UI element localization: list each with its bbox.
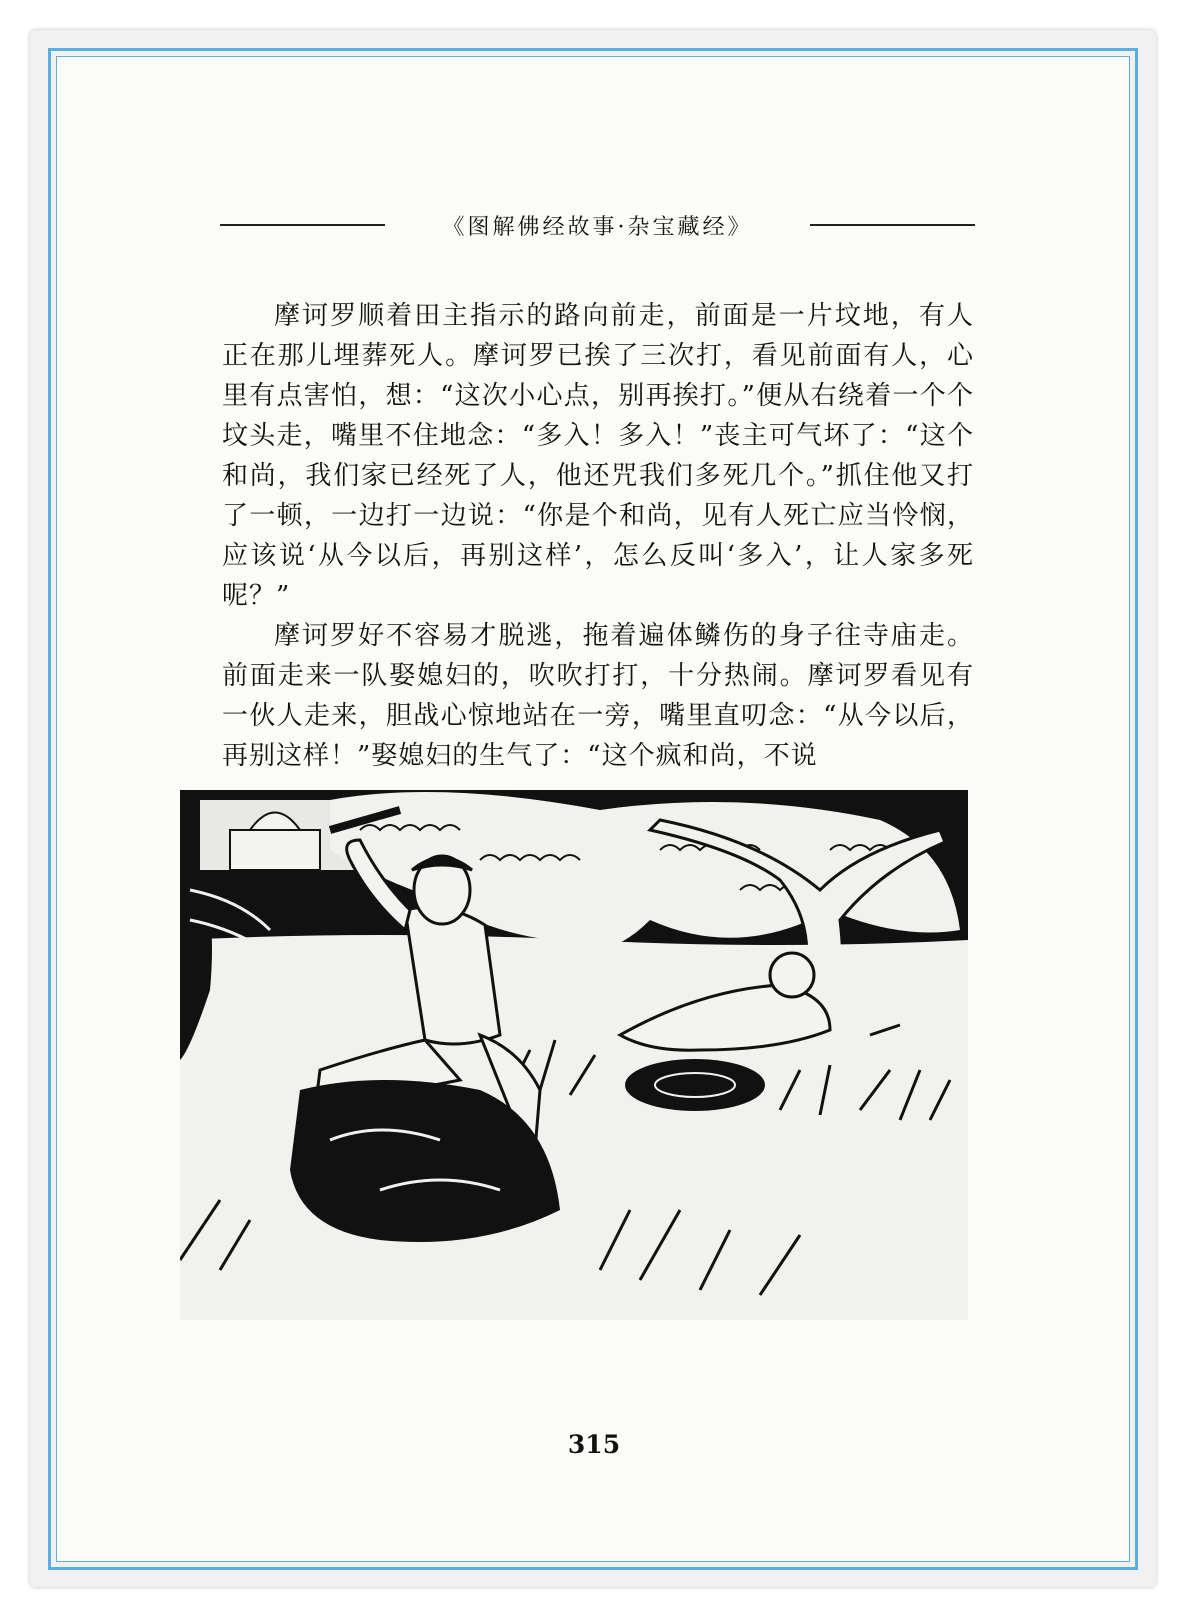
running-header xyxy=(220,208,975,242)
woodcut-illustration-image xyxy=(180,790,968,1320)
paragraph: 摩诃罗顺着田主指示的路向前走，前面是一片坟地，有人正在那儿埋葬死人。摩诃罗已挨了三次打，看见前面有人，心里有点害怕，想：“这次小心点，别再挨打。”便从右绕着一个个坟头走，嘴里不住地念：“多入！多入！”丧主可气坏了：“这个和尚，我们家已经死了人，他还咒我们多死几个。”抓住他又打了一顿，一边打一边说：“你是个和尚，见有人死亡应当怜悯，应该说‘从今以后，再别这样’，怎么反叫‘多入’，让人家多死呢？” xyxy=(222,301,974,611)
story-illustration xyxy=(180,790,968,1320)
paragraph: 摩诃罗好不容易才脱逃，拖着遍体鳞伤的身子往寺庙走。前面走来一队娶媳妇的，吹吹打打，十分热闹。摩诃罗看见有一伙人走来，胆战心惊地站在一旁，嘴里直叨念：“从今以后，再别这样！”娶媳妇的生气了：“这个疯和尚，不说 xyxy=(222,621,974,771)
header-rule-right xyxy=(810,224,975,226)
header-rule-left xyxy=(220,224,385,226)
page-number: 315 xyxy=(567,1430,621,1459)
book-title: 《图解佛经故事·杂宝藏经》 xyxy=(442,214,753,240)
body-text xyxy=(222,296,974,776)
